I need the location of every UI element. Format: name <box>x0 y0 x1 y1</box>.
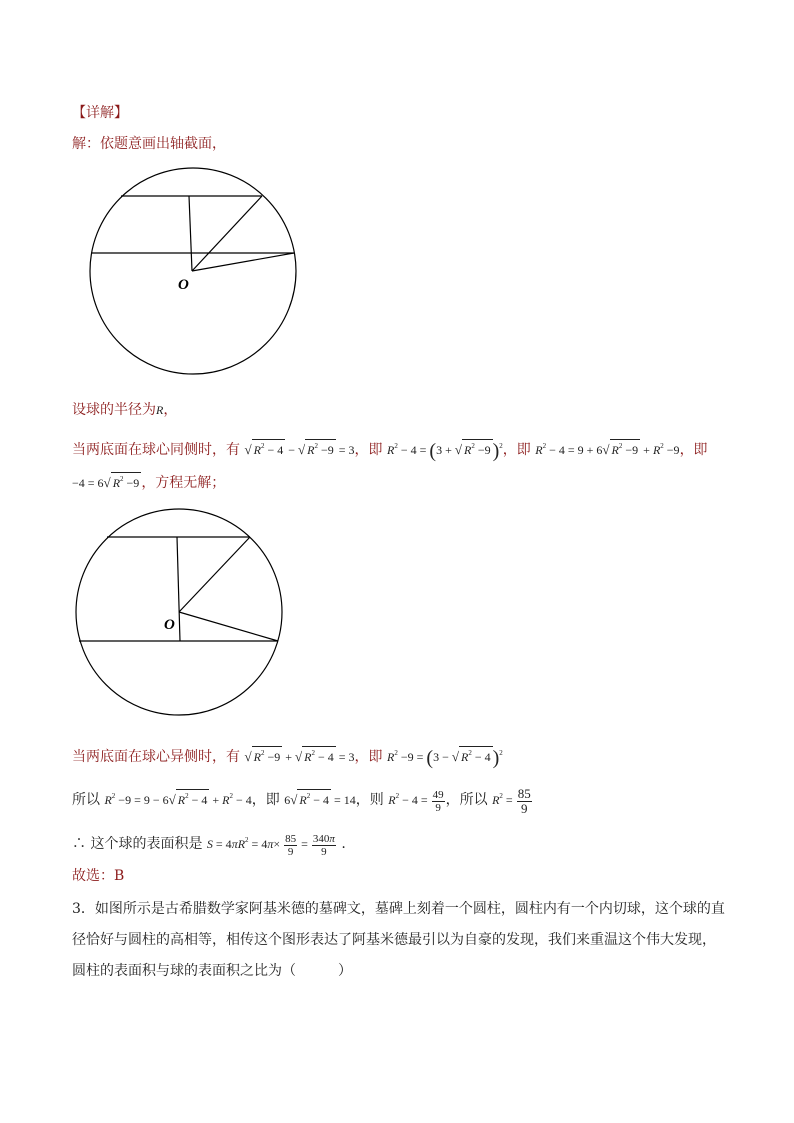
so-lead: 所以 <box>72 792 100 808</box>
radius-var: R <box>156 403 164 417</box>
so-mid-3: ，所以 <box>445 792 488 808</box>
center-label: O <box>178 277 189 293</box>
surface-equation: $S = 4\pi R^2 = 4\pi\times$ $\frac{85}{9}$ = $\frac{340\pi}{9}$ <box>206 832 335 858</box>
so-equation-3: $R^2 - 4$ = $\frac{49}{9}$ <box>388 788 444 814</box>
same-side-equation-4: −4 = 6√ $R^2 -9$ <box>72 476 141 490</box>
so-equation-4: $R^2$ = $\frac{85}{9}$ <box>492 785 531 816</box>
answer-text: 故选：B <box>72 868 125 884</box>
opposite-side-condition <box>72 743 503 768</box>
surface-tail: . <box>341 836 346 852</box>
opposite-side-equation-2: $R^2 -9 = (3$ − √ $R^2 - 4$ )$^2$ <box>387 747 503 769</box>
so-mid-1: ，即 <box>251 792 280 808</box>
question-line-3: 圆柱的表面积与球的表面积之比为（ ） <box>72 963 352 979</box>
section-heading: 【详解】 <box>72 105 128 121</box>
question-line-2: 径恰好与圆柱的高相等，相传这个图形表达了阿基米德最引以为自豪的发现，我们来重温这个伟大发现， <box>72 932 716 948</box>
radius-to-top <box>179 537 250 612</box>
surface-lead: ∴ 这个球的表面积是 <box>72 836 203 852</box>
axis-line <box>177 537 180 641</box>
radius-tail: ， <box>163 402 178 418</box>
radius-text: 设球的半径为 <box>72 402 156 418</box>
no-solution-text: ，方程无解； <box>141 475 226 491</box>
so-equation-1: $R^2 -9 = 9 - 6√$ $R^2 - 4 + R^2 - 4$ <box>104 793 251 807</box>
same-side-mid-3: ，即 <box>679 442 708 458</box>
opposite-side-equation-1: √ $R^2 -9$ + √ $R^2 - 4 = 3$ <box>244 750 354 764</box>
surface-area-line <box>72 830 346 858</box>
same-side-equation-1: √ $R^2 - 4$ − √ $R^2 -9 = 3$ <box>244 443 354 457</box>
same-side-equation-3: $R^2 - 4 = 9 + 6√$ $R^2 -9 + R^2 -9$ <box>535 443 679 457</box>
opposite-side-mid-1: ，即 <box>354 749 383 765</box>
intro-text: 解：依题意画出轴截面， <box>72 136 226 152</box>
center-label: O <box>164 617 175 633</box>
question-line-1: 3．如图所示是古希腊数学家阿基米德的墓碑文，墓碑上刻着一个圆柱，圆柱内有一个内切球，这个球的直 <box>72 901 725 917</box>
therefore-line <box>72 786 533 816</box>
same-side-lead: 当两底面在球心同侧时，有 <box>72 442 240 458</box>
same-side-mid-2: ，即 <box>502 442 531 458</box>
same-side-equation-2: $R^2 - 4 = (3$ + √ $R^2 -9$ )$^2$ <box>387 440 503 462</box>
so-mid-2: ，则 <box>355 792 384 808</box>
same-side-mid-1: ，即 <box>354 442 383 458</box>
so-equation-2: 6√ $R^2 - 4 = 14$ <box>284 793 356 807</box>
opposite-side-lead: 当两底面在球心异侧时，有 <box>72 749 240 765</box>
radius-to-bottom <box>179 612 278 641</box>
